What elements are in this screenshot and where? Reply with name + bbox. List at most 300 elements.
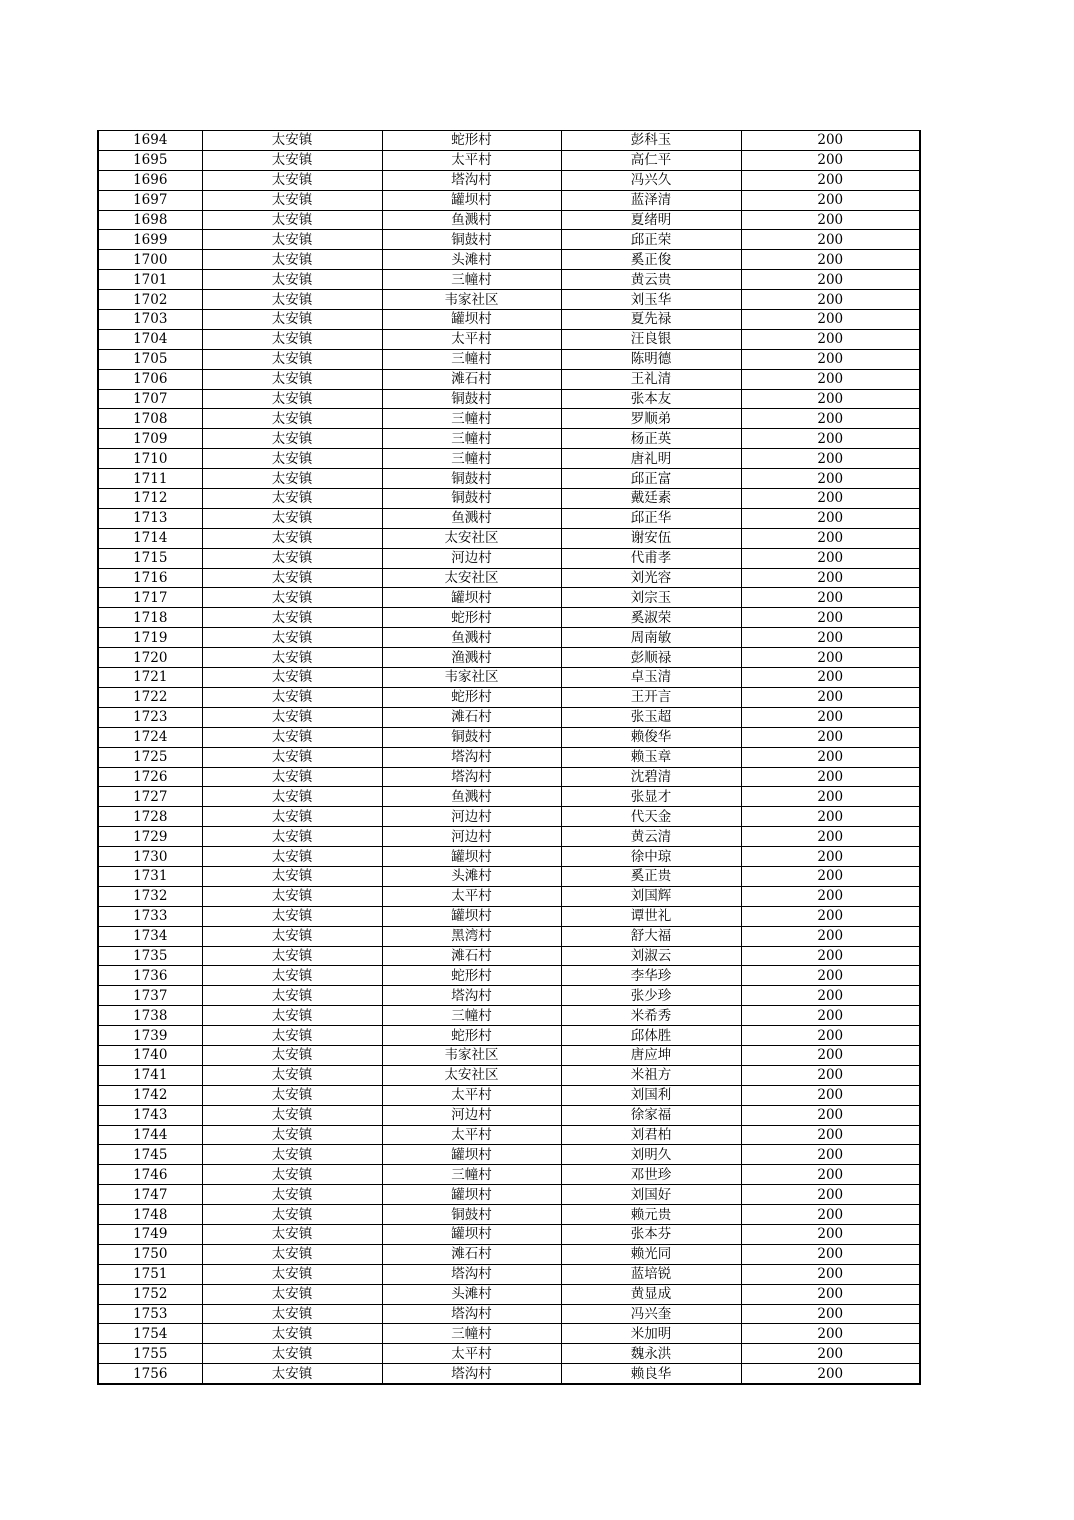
cell-town: 太安镇 [202, 1185, 382, 1205]
cell-name: 刘宗玉 [561, 588, 741, 608]
cell-town: 太安镇 [202, 807, 382, 827]
cell-amount: 200 [741, 847, 920, 867]
cell-amount: 200 [741, 270, 920, 290]
cell-name: 夏绪明 [561, 210, 741, 230]
cell-town: 太安镇 [202, 489, 382, 509]
cell-amount: 200 [741, 409, 920, 429]
table-row [98, 1304, 920, 1324]
cell-amount: 200 [741, 668, 920, 688]
cell-amount: 200 [741, 1165, 920, 1185]
cell-amount: 200 [741, 568, 920, 588]
cell-village: 罐坝村 [382, 190, 561, 210]
cell-amount: 200 [741, 131, 920, 151]
cell-index: 1712 [98, 489, 202, 509]
cell-village: 太平村 [382, 1125, 561, 1145]
cell-index: 1697 [98, 190, 202, 210]
cell-town: 太安镇 [202, 707, 382, 727]
cell-index: 1698 [98, 210, 202, 230]
cell-amount: 200 [741, 608, 920, 628]
cell-town: 太安镇 [202, 1244, 382, 1264]
cell-village: 韦家社区 [382, 1045, 561, 1065]
cell-amount: 200 [741, 230, 920, 250]
cell-village: 三幢村 [382, 1324, 561, 1344]
cell-name: 刘国辉 [561, 886, 741, 906]
table-row [98, 707, 920, 727]
cell-amount: 200 [741, 827, 920, 847]
cell-town: 太安镇 [202, 469, 382, 489]
table-row [98, 727, 920, 747]
cell-town: 太安镇 [202, 1364, 382, 1384]
cell-town: 太安镇 [202, 986, 382, 1006]
cell-index: 1724 [98, 727, 202, 747]
cell-town: 太安镇 [202, 608, 382, 628]
cell-town: 太安镇 [202, 568, 382, 588]
cell-town: 太安镇 [202, 767, 382, 787]
table-row [98, 807, 920, 827]
cell-index: 1755 [98, 1344, 202, 1364]
cell-town: 太安镇 [202, 1026, 382, 1046]
table-row [98, 847, 920, 867]
table-row [98, 1224, 920, 1244]
cell-name: 徐家福 [561, 1105, 741, 1125]
cell-index: 1732 [98, 886, 202, 906]
cell-amount: 200 [741, 329, 920, 349]
table-row [98, 210, 920, 230]
cell-index: 1695 [98, 150, 202, 170]
cell-town: 太安镇 [202, 369, 382, 389]
cell-amount: 200 [741, 1205, 920, 1225]
cell-index: 1721 [98, 668, 202, 688]
cell-amount: 200 [741, 190, 920, 210]
cell-town: 太安镇 [202, 1264, 382, 1284]
cell-index: 1738 [98, 1006, 202, 1026]
cell-village: 鱼溅村 [382, 508, 561, 528]
table-row [98, 548, 920, 568]
cell-name: 唐礼明 [561, 449, 741, 469]
cell-amount: 200 [741, 429, 920, 449]
cell-name: 邓世珍 [561, 1165, 741, 1185]
cell-village: 河边村 [382, 807, 561, 827]
cell-village: 三幢村 [382, 270, 561, 290]
cell-index: 1710 [98, 449, 202, 469]
table-row [98, 648, 920, 668]
cell-town: 太安镇 [202, 668, 382, 688]
cell-amount: 200 [741, 1364, 920, 1384]
cell-village: 太平村 [382, 886, 561, 906]
cell-town: 太安镇 [202, 886, 382, 906]
cell-index: 1702 [98, 290, 202, 310]
table-row [98, 687, 920, 707]
table-row [98, 170, 920, 190]
table-row [98, 389, 920, 409]
cell-village: 三幢村 [382, 429, 561, 449]
cell-amount: 200 [741, 1185, 920, 1205]
table-row [98, 1006, 920, 1026]
cell-village: 铜鼓村 [382, 727, 561, 747]
cell-name: 刘君柏 [561, 1125, 741, 1145]
cell-name: 米加明 [561, 1324, 741, 1344]
cell-town: 太安镇 [202, 429, 382, 449]
cell-village: 铜鼓村 [382, 1205, 561, 1225]
cell-amount: 200 [741, 1304, 920, 1324]
cell-town: 太安镇 [202, 827, 382, 847]
cell-index: 1735 [98, 946, 202, 966]
cell-amount: 200 [741, 727, 920, 747]
cell-town: 太安镇 [202, 329, 382, 349]
cell-town: 太安镇 [202, 150, 382, 170]
cell-index: 1722 [98, 687, 202, 707]
cell-village: 罐坝村 [382, 906, 561, 926]
cell-name: 奚正俊 [561, 250, 741, 270]
table-row [98, 270, 920, 290]
table-row [98, 290, 920, 310]
table-row [98, 1105, 920, 1125]
cell-name: 卓玉清 [561, 668, 741, 688]
table-row [98, 1324, 920, 1344]
table-row [98, 1145, 920, 1165]
cell-name: 汪良银 [561, 329, 741, 349]
cell-name: 陈明德 [561, 349, 741, 369]
cell-index: 1754 [98, 1324, 202, 1344]
cell-amount: 200 [741, 310, 920, 330]
cell-name: 黄云贵 [561, 270, 741, 290]
cell-amount: 200 [741, 1125, 920, 1145]
cell-amount: 200 [741, 250, 920, 270]
table-body [98, 131, 920, 1385]
cell-name: 徐中琼 [561, 847, 741, 867]
cell-village: 韦家社区 [382, 668, 561, 688]
cell-amount: 200 [741, 687, 920, 707]
cell-amount: 200 [741, 290, 920, 310]
table-row [98, 966, 920, 986]
cell-index: 1736 [98, 966, 202, 986]
cell-village: 罐坝村 [382, 1145, 561, 1165]
table-row [98, 1344, 920, 1364]
cell-amount: 200 [741, 946, 920, 966]
cell-village: 河边村 [382, 548, 561, 568]
cell-name: 王开言 [561, 687, 741, 707]
cell-amount: 200 [741, 707, 920, 727]
cell-index: 1742 [98, 1085, 202, 1105]
table-row [98, 1364, 920, 1384]
cell-amount: 200 [741, 1344, 920, 1364]
cell-town: 太安镇 [202, 787, 382, 807]
table-row [98, 1244, 920, 1264]
cell-name: 彭顺禄 [561, 648, 741, 668]
cell-amount: 200 [741, 588, 920, 608]
cell-name: 奚正贵 [561, 866, 741, 886]
cell-name: 奚淑荣 [561, 608, 741, 628]
cell-village: 滩石村 [382, 369, 561, 389]
cell-index: 1703 [98, 310, 202, 330]
cell-name: 黄云清 [561, 827, 741, 847]
cell-amount: 200 [741, 1284, 920, 1304]
cell-name: 赖良华 [561, 1364, 741, 1384]
cell-town: 太安镇 [202, 131, 382, 151]
cell-index: 1751 [98, 1264, 202, 1284]
cell-name: 周南敏 [561, 628, 741, 648]
cell-amount: 200 [741, 489, 920, 509]
cell-name: 李华珍 [561, 966, 741, 986]
cell-amount: 200 [741, 866, 920, 886]
cell-village: 河边村 [382, 827, 561, 847]
table-row [98, 767, 920, 787]
cell-town: 太安镇 [202, 747, 382, 767]
table-row [98, 906, 920, 926]
table-row [98, 568, 920, 588]
cell-village: 罐坝村 [382, 588, 561, 608]
cell-amount: 200 [741, 787, 920, 807]
table-row [98, 1045, 920, 1065]
cell-amount: 200 [741, 1324, 920, 1344]
cell-index: 1713 [98, 508, 202, 528]
cell-village: 头滩村 [382, 866, 561, 886]
table-row [98, 1165, 920, 1185]
cell-amount: 200 [741, 1026, 920, 1046]
cell-amount: 200 [741, 1244, 920, 1264]
cell-name: 戴廷素 [561, 489, 741, 509]
cell-name: 刘淑云 [561, 946, 741, 966]
cell-name: 刘国好 [561, 1185, 741, 1205]
table-row [98, 866, 920, 886]
cell-name: 蓝培锐 [561, 1264, 741, 1284]
cell-name: 刘明久 [561, 1145, 741, 1165]
cell-index: 1701 [98, 270, 202, 290]
cell-village: 太平村 [382, 1085, 561, 1105]
cell-town: 太安镇 [202, 847, 382, 867]
cell-town: 太安镇 [202, 270, 382, 290]
table-row [98, 131, 920, 151]
cell-amount: 200 [741, 210, 920, 230]
cell-town: 太安镇 [202, 1065, 382, 1085]
cell-index: 1753 [98, 1304, 202, 1324]
cell-village: 塔沟村 [382, 767, 561, 787]
cell-index: 1749 [98, 1224, 202, 1244]
cell-town: 太安镇 [202, 508, 382, 528]
cell-index: 1747 [98, 1185, 202, 1205]
table-row [98, 469, 920, 489]
cell-name: 魏永洪 [561, 1344, 741, 1364]
cell-town: 太安镇 [202, 1304, 382, 1324]
cell-village: 铜鼓村 [382, 469, 561, 489]
table-row [98, 1125, 920, 1145]
cell-town: 太安镇 [202, 1145, 382, 1165]
cell-village: 塔沟村 [382, 747, 561, 767]
table-row [98, 668, 920, 688]
table-row [98, 1026, 920, 1046]
table-row [98, 409, 920, 429]
cell-name: 邱体胜 [561, 1026, 741, 1046]
table-row [98, 747, 920, 767]
cell-village: 罐坝村 [382, 1185, 561, 1205]
cell-name: 张显才 [561, 787, 741, 807]
cell-name: 赖元贵 [561, 1205, 741, 1225]
table-row [98, 886, 920, 906]
table-row [98, 926, 920, 946]
cell-amount: 200 [741, 1264, 920, 1284]
cell-village: 蛇形村 [382, 1026, 561, 1046]
cell-town: 太安镇 [202, 966, 382, 986]
cell-amount: 200 [741, 150, 920, 170]
cell-amount: 200 [741, 966, 920, 986]
cell-village: 滩石村 [382, 946, 561, 966]
cell-amount: 200 [741, 747, 920, 767]
cell-amount: 200 [741, 369, 920, 389]
cell-name: 张本友 [561, 389, 741, 409]
cell-name: 谭世礼 [561, 906, 741, 926]
cell-village: 滩石村 [382, 707, 561, 727]
cell-index: 1694 [98, 131, 202, 151]
cell-village: 罐坝村 [382, 847, 561, 867]
table-row [98, 250, 920, 270]
cell-amount: 200 [741, 886, 920, 906]
cell-village: 蛇形村 [382, 131, 561, 151]
cell-town: 太安镇 [202, 349, 382, 369]
cell-town: 太安镇 [202, 1224, 382, 1244]
table-row [98, 946, 920, 966]
cell-village: 滩石村 [382, 1244, 561, 1264]
cell-amount: 200 [741, 349, 920, 369]
cell-village: 太安社区 [382, 568, 561, 588]
cell-name: 邱正华 [561, 508, 741, 528]
cell-name: 谢安伍 [561, 528, 741, 548]
cell-amount: 200 [741, 449, 920, 469]
table-row [98, 1185, 920, 1205]
cell-name: 张本芬 [561, 1224, 741, 1244]
cell-index: 1723 [98, 707, 202, 727]
cell-town: 太安镇 [202, 1105, 382, 1125]
cell-name: 黄显成 [561, 1284, 741, 1304]
cell-name: 张少珍 [561, 986, 741, 1006]
cell-amount: 200 [741, 648, 920, 668]
cell-town: 太安镇 [202, 190, 382, 210]
cell-village: 渔溅村 [382, 648, 561, 668]
cell-name: 冯兴久 [561, 170, 741, 190]
cell-town: 太安镇 [202, 1165, 382, 1185]
cell-index: 1746 [98, 1165, 202, 1185]
cell-name: 舒大福 [561, 926, 741, 946]
table-row [98, 230, 920, 250]
cell-index: 1740 [98, 1045, 202, 1065]
cell-village: 铜鼓村 [382, 489, 561, 509]
table-row [98, 310, 920, 330]
cell-village: 塔沟村 [382, 1304, 561, 1324]
cell-name: 米希秀 [561, 1006, 741, 1026]
table-row [98, 986, 920, 1006]
cell-amount: 200 [741, 1085, 920, 1105]
cell-name: 刘玉华 [561, 290, 741, 310]
cell-town: 太安镇 [202, 210, 382, 230]
cell-index: 1705 [98, 349, 202, 369]
cell-index: 1727 [98, 787, 202, 807]
cell-amount: 200 [741, 807, 920, 827]
cell-village: 铜鼓村 [382, 230, 561, 250]
cell-town: 太安镇 [202, 1006, 382, 1026]
table-row [98, 369, 920, 389]
cell-amount: 200 [741, 926, 920, 946]
cell-village: 塔沟村 [382, 1364, 561, 1384]
cell-amount: 200 [741, 906, 920, 926]
cell-town: 太安镇 [202, 409, 382, 429]
cell-name: 代天金 [561, 807, 741, 827]
cell-village: 河边村 [382, 1105, 561, 1125]
cell-amount: 200 [741, 1224, 920, 1244]
cell-index: 1706 [98, 369, 202, 389]
table-row [98, 1065, 920, 1085]
cell-name: 刘国利 [561, 1085, 741, 1105]
cell-index: 1748 [98, 1205, 202, 1225]
cell-index: 1752 [98, 1284, 202, 1304]
cell-village: 太平村 [382, 1344, 561, 1364]
cell-village: 韦家社区 [382, 290, 561, 310]
cell-amount: 200 [741, 628, 920, 648]
cell-index: 1726 [98, 767, 202, 787]
cell-amount: 200 [741, 1065, 920, 1085]
table-row [98, 349, 920, 369]
cell-index: 1729 [98, 827, 202, 847]
cell-village: 鱼溅村 [382, 210, 561, 230]
cell-index: 1731 [98, 866, 202, 886]
cell-index: 1739 [98, 1026, 202, 1046]
table-row [98, 608, 920, 628]
cell-index: 1716 [98, 568, 202, 588]
cell-index: 1728 [98, 807, 202, 827]
cell-village: 塔沟村 [382, 1264, 561, 1284]
cell-town: 太安镇 [202, 727, 382, 747]
cell-town: 太安镇 [202, 1205, 382, 1225]
cell-town: 太安镇 [202, 1284, 382, 1304]
cell-village: 罐坝村 [382, 310, 561, 330]
cell-index: 1715 [98, 548, 202, 568]
table-row [98, 827, 920, 847]
cell-village: 太安社区 [382, 528, 561, 548]
table-row [98, 1284, 920, 1304]
cell-index: 1696 [98, 170, 202, 190]
cell-amount: 200 [741, 986, 920, 1006]
cell-name: 代甫孝 [561, 548, 741, 568]
cell-town: 太安镇 [202, 290, 382, 310]
cell-amount: 200 [741, 1006, 920, 1026]
cell-village: 黑湾村 [382, 926, 561, 946]
cell-village: 鱼溅村 [382, 787, 561, 807]
cell-index: 1708 [98, 409, 202, 429]
table-row [98, 1264, 920, 1284]
cell-village: 三幢村 [382, 449, 561, 469]
cell-name: 彭科玉 [561, 131, 741, 151]
cell-town: 太安镇 [202, 230, 382, 250]
cell-index: 1733 [98, 906, 202, 926]
table-row [98, 489, 920, 509]
cell-village: 塔沟村 [382, 170, 561, 190]
table-row [98, 508, 920, 528]
table-row [98, 588, 920, 608]
cell-name: 罗顺弟 [561, 409, 741, 429]
cell-village: 三幢村 [382, 1006, 561, 1026]
table-row [98, 449, 920, 469]
cell-village: 塔沟村 [382, 986, 561, 1006]
cell-index: 1741 [98, 1065, 202, 1085]
cell-name: 米祖方 [561, 1065, 741, 1085]
cell-village: 三幢村 [382, 349, 561, 369]
cell-town: 太安镇 [202, 449, 382, 469]
cell-town: 太安镇 [202, 648, 382, 668]
cell-index: 1711 [98, 469, 202, 489]
cell-amount: 200 [741, 469, 920, 489]
cell-town: 太安镇 [202, 250, 382, 270]
cell-index: 1700 [98, 250, 202, 270]
cell-index: 1756 [98, 1364, 202, 1384]
cell-village: 铜鼓村 [382, 389, 561, 409]
